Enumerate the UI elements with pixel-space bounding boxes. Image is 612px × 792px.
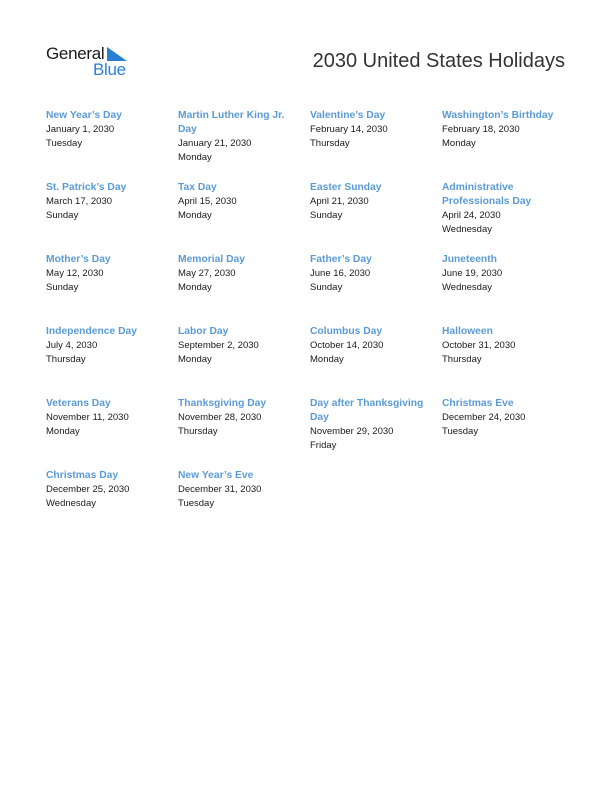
holiday-date: February 14, 2030 bbox=[310, 124, 388, 135]
holiday-item bbox=[46, 253, 178, 325]
holiday-name: Mother’s Day bbox=[46, 254, 111, 265]
holiday-date: November 29, 2030 bbox=[310, 426, 394, 437]
holiday-weekday: Sunday bbox=[310, 282, 343, 293]
holiday-weekday: Monday bbox=[178, 210, 212, 221]
holiday-weekday: Tuesday bbox=[46, 138, 83, 149]
holiday-name: Juneteenth bbox=[442, 254, 497, 265]
holiday-date: November 28, 2030 bbox=[178, 412, 262, 423]
holiday-item bbox=[442, 253, 576, 325]
holiday-item bbox=[46, 397, 178, 469]
holiday-weekday: Wednesday bbox=[442, 282, 492, 293]
holiday-name: Father’s Day bbox=[310, 254, 372, 265]
logo-word-general: General bbox=[46, 44, 105, 63]
holiday-name: Easter Sunday bbox=[310, 182, 382, 193]
holiday-item bbox=[310, 253, 442, 325]
holiday-name: Memorial Day bbox=[178, 254, 245, 265]
holiday-name: Labor Day bbox=[178, 326, 229, 337]
holiday-date: January 21, 2030 bbox=[178, 138, 252, 149]
holiday-date: April 15, 2030 bbox=[178, 196, 237, 207]
holiday-date: December 25, 2030 bbox=[46, 484, 130, 495]
holiday-weekday: Thursday bbox=[310, 138, 350, 149]
holiday-name: New Year’s Day bbox=[46, 110, 122, 121]
holiday-name: Tax Day bbox=[178, 182, 217, 193]
holiday-date: April 21, 2030 bbox=[310, 196, 369, 207]
holiday-name: Martin Luther King Jr. Day bbox=[178, 110, 285, 135]
holiday-item bbox=[442, 109, 576, 181]
holiday-name: Thanksgiving Day bbox=[178, 398, 267, 409]
holiday-date: October 14, 2030 bbox=[310, 340, 384, 351]
holiday-date: December 31, 2030 bbox=[178, 484, 262, 495]
holiday-name: St. Patrick’s Day bbox=[46, 182, 127, 193]
holiday-weekday: Monday bbox=[178, 354, 212, 365]
holiday-item bbox=[178, 397, 310, 469]
logo-word-blue: Blue bbox=[93, 60, 126, 79]
holiday-item bbox=[310, 181, 442, 253]
holiday-weekday: Monday bbox=[178, 282, 212, 293]
holiday-item bbox=[178, 109, 310, 181]
holiday-item bbox=[442, 325, 576, 397]
holiday-name: Veterans Day bbox=[46, 398, 111, 409]
holiday-item bbox=[178, 181, 310, 253]
holiday-weekday: Tuesday bbox=[178, 498, 215, 509]
holiday-name: Administrative Professionals Day bbox=[442, 182, 532, 207]
holiday-date: April 24, 2030 bbox=[442, 210, 501, 221]
brand-logo bbox=[46, 44, 136, 80]
holiday-weekday: Thursday bbox=[46, 354, 86, 365]
holiday-weekday: Tuesday bbox=[442, 426, 479, 437]
holiday-name: New Year’s Eve bbox=[178, 470, 254, 481]
holiday-weekday: Friday bbox=[310, 440, 337, 451]
holiday-date: March 17, 2030 bbox=[46, 196, 113, 207]
holiday-item bbox=[46, 469, 178, 541]
holiday-item bbox=[178, 253, 310, 325]
holiday-weekday: Thursday bbox=[178, 426, 218, 437]
holiday-date: January 1, 2030 bbox=[46, 124, 115, 135]
holiday-item bbox=[310, 109, 442, 181]
holiday-name: Day after Thanksgiving Day bbox=[310, 398, 424, 423]
holiday-item bbox=[442, 181, 576, 253]
holiday-date: September 2, 2030 bbox=[178, 340, 259, 351]
holiday-item bbox=[310, 397, 442, 469]
holiday-item bbox=[442, 397, 576, 469]
holiday-date: November 11, 2030 bbox=[46, 412, 129, 423]
holiday-date: December 24, 2030 bbox=[442, 412, 526, 423]
holiday-weekday: Monday bbox=[310, 354, 344, 365]
logo-flag-icon bbox=[107, 47, 127, 61]
holiday-weekday: Thursday bbox=[442, 354, 482, 365]
holiday-date: May 12, 2030 bbox=[46, 268, 104, 279]
holiday-name: Columbus Day bbox=[310, 326, 383, 337]
holiday-name: Independence Day bbox=[46, 326, 137, 337]
holiday-date: February 18, 2030 bbox=[442, 124, 520, 135]
holiday-name: Valentine’s Day bbox=[310, 110, 386, 121]
holiday-weekday: Sunday bbox=[46, 282, 79, 293]
holiday-date: June 19, 2030 bbox=[442, 268, 503, 279]
holiday-item bbox=[178, 469, 310, 541]
holiday-item bbox=[46, 109, 178, 181]
holiday-date: October 31, 2030 bbox=[442, 340, 516, 351]
holiday-weekday: Monday bbox=[178, 152, 212, 163]
holiday-weekday: Monday bbox=[442, 138, 476, 149]
holiday-name: Christmas Day bbox=[46, 470, 119, 481]
holiday-grid bbox=[46, 109, 576, 541]
holiday-weekday: Monday bbox=[46, 426, 80, 437]
holiday-weekday: Wednesday bbox=[442, 224, 492, 235]
holiday-item bbox=[310, 325, 442, 397]
holiday-weekday: Wednesday bbox=[46, 498, 96, 509]
page-title: 2030 United States Holidays bbox=[312, 50, 565, 72]
holiday-weekday: Sunday bbox=[46, 210, 79, 221]
holiday-item bbox=[46, 325, 178, 397]
holiday-date: July 4, 2030 bbox=[46, 340, 98, 351]
holiday-date: June 16, 2030 bbox=[310, 268, 371, 279]
holiday-name: Halloween bbox=[442, 326, 493, 337]
holiday-item bbox=[178, 325, 310, 397]
holiday-item bbox=[46, 181, 178, 253]
holiday-date: May 27, 2030 bbox=[178, 268, 236, 279]
holiday-weekday: Sunday bbox=[310, 210, 343, 221]
holiday-name: Christmas Eve bbox=[442, 398, 514, 409]
holiday-name: Washington’s Birthday bbox=[442, 110, 554, 121]
